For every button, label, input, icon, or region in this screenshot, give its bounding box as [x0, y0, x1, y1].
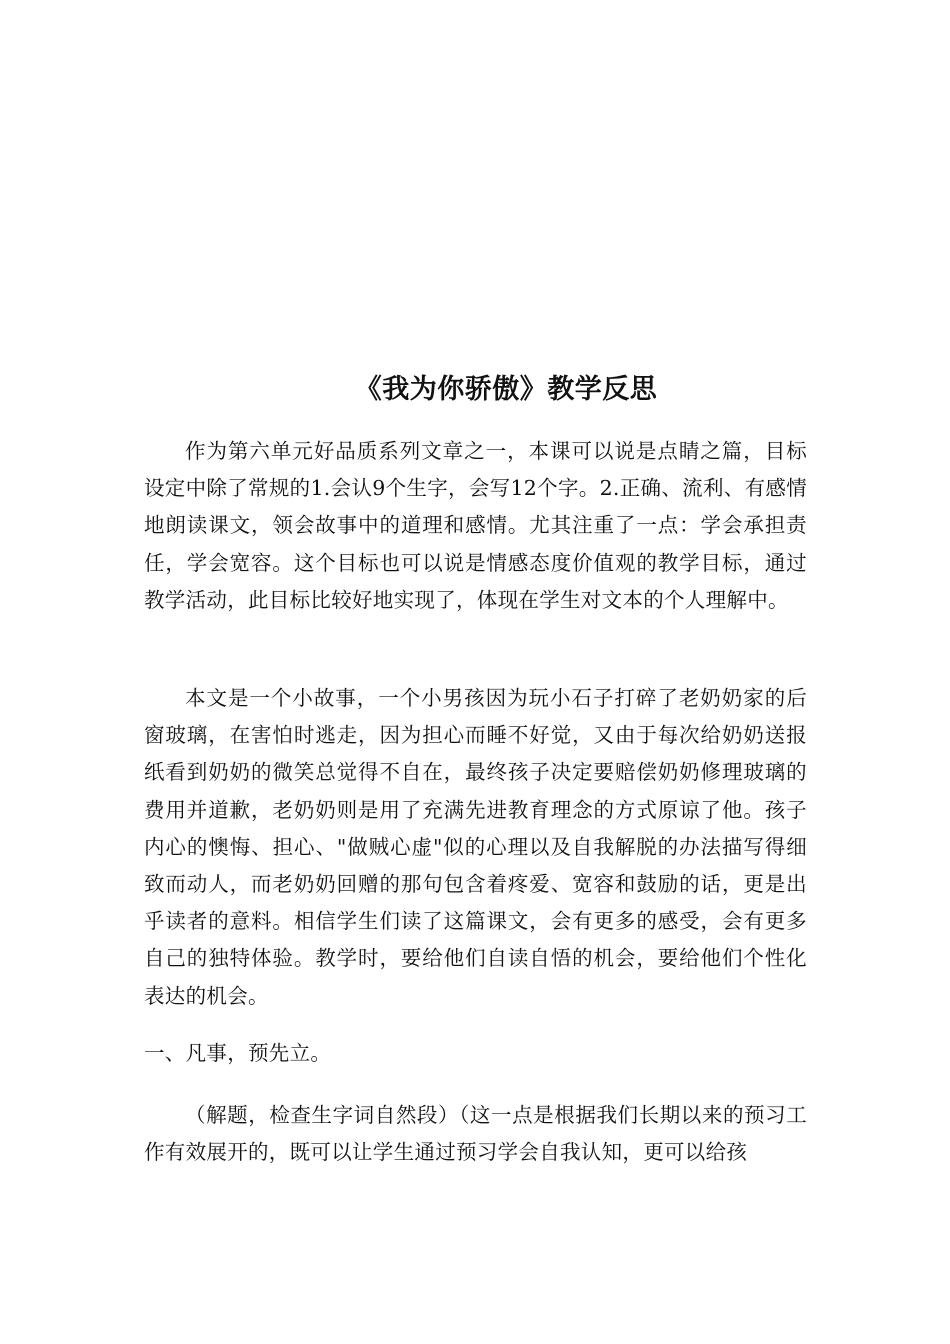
paragraph-story-summary: 本文是一个小故事，一个小男孩因为玩小石子打碎了老奶奶家的后窗玻璃，在害怕时逃走，因为担心而睡不好觉，又由于每次给奶奶送报纸看到奶奶的微笑总觉得不自在，最终孩子决定要赔偿奶奶修理玻璃的费用并道歉，老奶奶则是用了充满先进教育理念的方式原谅了他。孩子内心的懊悔、担心、"做贼心虚"似的心理以及自我解脱的办法描写得细致而动人，而老奶奶回赠的那句包含着疼爱、宽容和鼓励的话，更是出乎读者的意料。相信学生们读了这篇课文，会有更多的感受，会有更多自己的独特体验。教学时，要给他们自读自悟的机会，要给他们个性化表达的机会。	[144, 686, 807, 1008]
paragraph-teaching-goals: 作为第六单元好品质系列文章之一，本课可以说是点睛之篇，目标设定中除了常规的1.会认9个生字，会写12个字。2.正确、流利、有感情地朗读课文，领会故事中的道理和感情。尤其注重了一点：学会承担责任，学会宽容。这个目标也可以说是情感态度价值观的教学目标，通过教学活动，此目标比较好地实现了，体现在学生对文本的个人理解中。	[144, 439, 807, 612]
document-title: 《我为你骄傲》教学反思	[354, 374, 658, 405]
paragraph-preview-work: （解题，检查生字词自然段）（这一点是根据我们长期以来的预习工作有效展开的，既可以让学生通过预习学会自我认知，更可以给孩	[144, 1103, 807, 1165]
section-heading-preparation: 一、凡事，预先立。	[144, 1041, 332, 1065]
